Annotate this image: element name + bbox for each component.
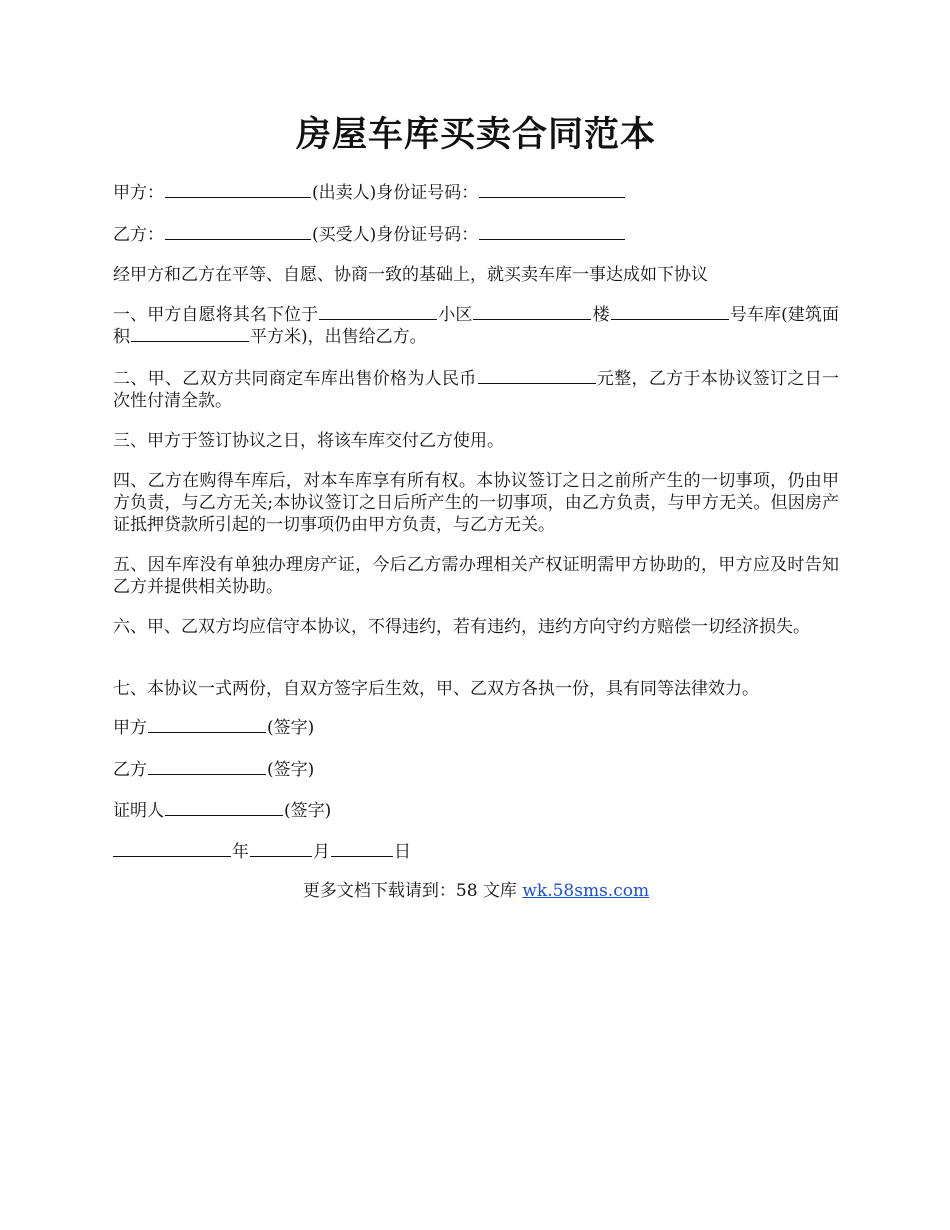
date-line (113, 841, 839, 863)
blank-line (478, 368, 596, 384)
signature-a-label: 甲方 (113, 718, 147, 738)
blank-line (131, 326, 249, 342)
date-month: 月 (313, 842, 330, 862)
signature-party-a (113, 717, 839, 739)
party-a-label: 甲方： (113, 183, 164, 203)
clause-2 (113, 368, 839, 412)
clause-7: 七、本协议一式两份，自双方签字后生效，甲、乙双方各执一份，具有同等法律效力。 (113, 679, 759, 699)
signature-b-label: 乙方 (113, 760, 147, 780)
intro-paragraph: 经甲方和乙方在平等、自愿、协商一致的基础上，就买卖车库一事达成如下协议 (113, 265, 708, 285)
footer-link[interactable]: wk.58sms.com (522, 881, 650, 901)
blank-line (148, 717, 266, 733)
document-title: 房屋车库买卖合同范本 (295, 114, 656, 155)
blank-line (250, 841, 312, 857)
clause-1-text-c: 楼 (592, 305, 610, 325)
clause-6: 六、甲、乙双方均应信守本协议，不得违约，若有违约，违约方向守约方赔偿一切经济损失。 (113, 617, 810, 637)
signature-b-suffix: (签字) (267, 760, 315, 780)
signature-a-suffix: (签字) (267, 718, 315, 738)
clause-1-text-e: 平方米)，出售给乙方。 (250, 327, 427, 347)
signature-witness (113, 800, 839, 822)
footer-text: 更多文档下载请到：58 文库 (302, 881, 523, 901)
party-b-line (113, 224, 839, 246)
blank-line (148, 759, 266, 775)
party-b-label: 乙方： (113, 225, 164, 245)
blank-line (165, 182, 311, 198)
clause-1-text-d: 号车库(建筑面积 (113, 305, 840, 347)
footer (113, 880, 839, 902)
blank-line (319, 304, 437, 320)
blank-line (611, 304, 729, 320)
blank-line (479, 182, 625, 198)
witness-suffix: (签字) (284, 801, 332, 821)
blank-line (113, 841, 231, 857)
signature-party-b (113, 759, 839, 781)
clause-4: 四、乙方在购得车库后，对本车库享有所有权。本协议签订之日之前所产生的一切事项，仍由甲方负责，与乙方无关;本协议签订之日后所产生的一切事项，由乙方负责，与甲方无关。但因房产证抵押贷款所引起的一切事项仍由甲方负责，与乙方无关。 (113, 471, 839, 535)
blank-line (473, 304, 591, 320)
clause-1-text-a: 一、甲方自愿将其名下位于 (113, 305, 319, 325)
party-b-id-label: (买受人)身份证号码： (312, 225, 479, 245)
date-year: 年 (232, 842, 249, 862)
date-day: 日 (394, 842, 411, 862)
party-a-id-label: (出卖人)身份证号码： (312, 183, 479, 203)
blank-line (165, 224, 311, 240)
clause-5: 五、因车库没有单独办理房产证，今后乙方需办理相关产权证明需甲方协助的，甲方应及时告知乙方并提供相关协助。 (113, 555, 839, 597)
clause-2-text-a: 二、甲、乙双方共同商定车库出售价格为人民币 (113, 369, 477, 389)
clause-2-text-b: 元整，乙方于本协议签订之日一次性付清全款。 (113, 369, 840, 411)
clause-1-text-b: 小区 (438, 305, 473, 325)
blank-line (479, 224, 625, 240)
party-a-line (113, 182, 839, 204)
witness-label: 证明人 (113, 801, 164, 821)
blank-line (331, 841, 393, 857)
clause-3: 三、甲方于签订协议之日，将该车库交付乙方使用。 (113, 431, 504, 451)
clause-1 (113, 304, 839, 348)
blank-line (165, 800, 283, 816)
